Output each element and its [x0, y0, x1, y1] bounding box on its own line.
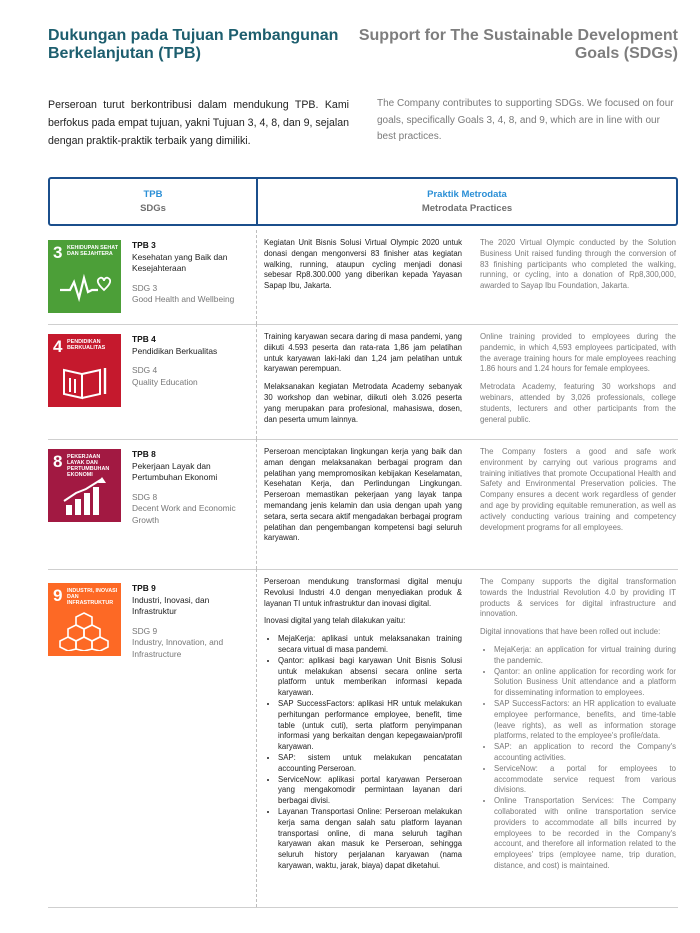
list-item: • Layanan Transportasi Online: Perseroan melakukan kerja sama dengan salah satu platform layanan transportasi online, di mana seluruh tagihan karyawan akan masuk ke Perseroan, sehingga seluruh history perjalanan karyawan (nama karyawan, waktu, jarak, biaya) dapat diketahui. [278, 807, 462, 872]
practice-en-sdg9 [480, 577, 676, 872]
practice-paragraph: Melaksanakan kegiatan Metrodata Academy sebanyak 30 workshop dan webinar, diikuti oleh 3.026 peserta yang merupakan para profesional, mahasiswa, dosen, dan peserta umum lainnya. [264, 382, 462, 424]
sdg9-tile [48, 583, 121, 656]
practice-paragraph: Perseroan mendukung transformasi digital menuju Revolusi Industri 4.0 dengan menyediakan produk & layanan TI untuk infrastruktur dan inovasi digital. [264, 577, 462, 608]
list-item: • ServiceNow: aplikasi portal karyawan Perseroan yang mengakomodir permintaan layanan dari berbagai divisi. [278, 775, 462, 807]
table-row-sdg8 [48, 439, 678, 570]
list-item: • SAP: an application to record the Company's accounting activities. [494, 742, 676, 764]
sdg9-number: 9 [53, 586, 63, 605]
list-item: • ServiceNow: a portal for employees to accommodate service request from various divisions. [494, 764, 676, 796]
practice-paragraph: The Company supports the digital transformation towards the Industrial Revolution 4.0 by providing IT products & services for digital infrastructure and innovation. [480, 577, 676, 619]
goal-info-sdg8 [132, 449, 252, 526]
header-col2-en: Metrodata Practices [421, 203, 513, 214]
list-item: • SAP SuccessFactors: aplikasi HR untuk melakukan perhitungan performance employee, benefit, time table (untuk cuti), serta platform penyimpanan informasi yang berkaitan dengan kepegawaian/profil karyawan. [278, 699, 462, 753]
practice-en-sdg8 [480, 447, 676, 540]
goal-info-sdg3 [132, 240, 252, 306]
list-item: • Online Transportation Services: The Company collaborated with online transportation service providers to accommodate all bills incurred by employees to be recorded in the Company's account, and therefore all information related to the employees' trips (employee name, trip duration, distance, and cost) is maintained. [494, 796, 676, 872]
practice-paragraph: Digital innovations that have been rolled out include: [480, 627, 661, 637]
heartbeat-icon [58, 266, 111, 308]
sdg-table [48, 177, 678, 870]
row-divider [256, 569, 257, 907]
growth-chart-icon [58, 475, 111, 517]
table-header [48, 177, 678, 226]
practice-paragraph: The 2020 Virtual Olympic conducted by the Solution Business Unit raised funding through the conversion of 83 finishing participants who completed the walking, running, or cycling, into a donation of Rp8,300,000, awarded to Sayap Ibu Foundation, Jakarta. [480, 238, 676, 291]
cubes-icon [58, 609, 111, 651]
sdg3-number: 3 [53, 243, 63, 262]
page-title-id: Dukungan pada Tujuan Pembangunan Berkelanjutan (TPB) [48, 27, 339, 62]
sdg4-tile-title: PENDIDIKAN BERKUALITAS [67, 339, 106, 351]
sdg-id: SDG 9 [132, 625, 158, 636]
tpb-name: Industri, Inovasi, dan Infrastruktur [132, 594, 210, 616]
tpb-id: TPB 3 [132, 240, 156, 250]
intro-text-en: The Company contributes to supporting SDGs. We focused on four goals, specifically Goals 3, 4, 8, and 9, which are in line with our best practices. [377, 98, 674, 142]
list-item: • MejaKerja: aplikasi untuk melaksanakan training secara virtual di masa pandemi. [278, 634, 462, 656]
tpb-id: TPB 4 [132, 334, 156, 344]
sdg9-tile-title: INDUSTRI, INOVASI DAN INFRASTRUKTUR [67, 588, 118, 606]
tpb-id: TPB 8 [132, 449, 156, 459]
sdg4-number: 4 [53, 337, 63, 356]
practice-paragraph: Training karyawan secara daring di masa pandemi, yang diikuti 4.593 peserta dan rata-rata 1,86 jam pelatihan untuk karyawan laki-laki dan 1,24 jam pelatihan untuk karyawan perempuan. [264, 332, 462, 374]
practice-paragraph: The Company fosters a good and safe work environment by carrying out various programs and training initiatives that promote Occupational Health and Safety and Environmental Preservation policies. The Company ensures a decent work regardless of gender and age by providing equitable remuneration, as well as actively conducting various training and competency development programs for all employees. [480, 447, 676, 532]
innovation-list-en [480, 645, 676, 872]
sdg-id: SDG 4 [132, 365, 158, 375]
sdg-id: SDG 8 [132, 491, 158, 502]
book-icon [58, 360, 111, 402]
list-item: • Qantor: aplikasi bagi karyawan Unit Bisnis Solusi untuk melakukan absensi secara online serta platform untuk memberikan informasi kepada karyawan. [278, 656, 462, 699]
list-item: • Qantor: an online application for recording work for Solution Business Unit attendance and a platform for disseminating information to employees. [494, 667, 676, 699]
list-item: • SAP: sistem untuk melakukan pencatatan accounting Perseroan. [278, 753, 462, 775]
tpb-id: TPB 9 [132, 583, 156, 593]
list-item: • MejaKerja: an application for virtual training during the pandemic. [494, 645, 676, 667]
sdg3-tile-title: KEHIDUPAN SEHAT DAN SEJAHTERA [67, 245, 119, 257]
row-divider [256, 439, 257, 569]
table-row-sdg9 [48, 569, 678, 908]
sdg-name: Good Health and Wellbeing [132, 294, 235, 304]
practice-en-sdg3 [480, 238, 676, 299]
header-col1-id: TPB [143, 189, 163, 200]
intro-text-id: Perseroan turut berkontribusi dalam mendukung TPB. Kami berfokus pada empat tujuan, yakni Tujuan 3, 4, 8, dan 9, sejalan dengan praktik-praktik terbaik yang dimiliki. [48, 99, 349, 147]
row-divider [256, 230, 257, 324]
header-col2-id: Praktik Metrodata [427, 189, 507, 200]
header-col-sdgs [50, 179, 256, 224]
practice-paragraph: Online training provided to employees during the pandemic, in which 4,593 employees participated, with the average training hours for male employees reaching 1.86 hours and 1.24 hours for female employees. [480, 332, 676, 374]
sdg-id: SDG 3 [132, 282, 158, 293]
tpb-name: Kesehatan yang Baik dan Kesejahteraan [132, 251, 228, 273]
sdg4-tile [48, 334, 121, 407]
sdg-name: Decent Work and Economic Growth [132, 503, 236, 525]
header-col1-en: SDGs [140, 203, 166, 214]
practice-paragraph: Metrodata Academy, featuring 30 workshops and webinars, attended by 3,026 professionals, college students, lecturers and other participants from the general public. [480, 382, 676, 424]
practice-id-sdg8 [264, 447, 462, 551]
practice-paragraph: Perseroan menciptakan lingkungan kerja yang baik dan aman dengan melaksanakan berbagai program dan pelatihan yang mempromosikan kebijakan Keselamatan, Kesehatan Kerja, dan Perlindungan Lingkungan. Perseroan memastikan pekerjaan yang layak tanpa memandang jenis kelamin dan usia dengan upah yang setara, serta secara aktif mengadakan berbagai program pelatihan dan pengembangan kompetensi bagi seluruh karyawan. [264, 447, 462, 543]
sdg8-tile-title: PEKERJAAN LAYAK DAN PERTUMBUHAN EKONOMI [67, 454, 110, 478]
practice-paragraph: Inovasi digital yang telah dilakukan yaitu: [264, 616, 406, 626]
sdg-name: Quality Education [132, 376, 198, 387]
table-row-sdg4 [48, 324, 678, 440]
sdg3-tile [48, 240, 121, 313]
tpb-name: Pekerjaan Layak dan Pertumbuhan Ekonomi [132, 460, 218, 482]
practice-paragraph: Kegiatan Unit Bisnis Solusi Virtual Olympic 2020 untuk donasi dengan mengonversi 83 finisher atas kegiatan walking, running, ataupun cycling menjadi donasi sebesar Rp8.300.000 yang diberikan kepada Yayasan Sapap Ibu, Jakarta. [264, 238, 462, 291]
tpb-name: Pendidikan Berkualitas [132, 345, 218, 356]
practice-id-sdg4 [264, 332, 462, 432]
goal-info-sdg4 [132, 334, 252, 388]
row-divider [256, 324, 257, 439]
practice-en-sdg4 [480, 332, 676, 432]
sdg-name: Industry, Innovation, and Infrastructure [132, 637, 224, 659]
list-item: • SAP SuccessFactors: an HR application to evaluate employee performance, benefits, and time-table (leave rights), as well as information storage platforms, related to the employee's profile/data. [494, 699, 676, 742]
innovation-list-id [264, 634, 462, 872]
table-row-sdg3 [48, 230, 678, 325]
goal-info-sdg9 [132, 583, 252, 660]
sdg8-number: 8 [53, 452, 63, 471]
practice-id-sdg9 [264, 577, 462, 872]
header-col-practices [258, 179, 676, 224]
page-title-en: Support for The Sustainable Development Goals (SDGs) [358, 27, 678, 62]
practice-id-sdg3 [264, 238, 462, 299]
sdg8-tile [48, 449, 121, 522]
